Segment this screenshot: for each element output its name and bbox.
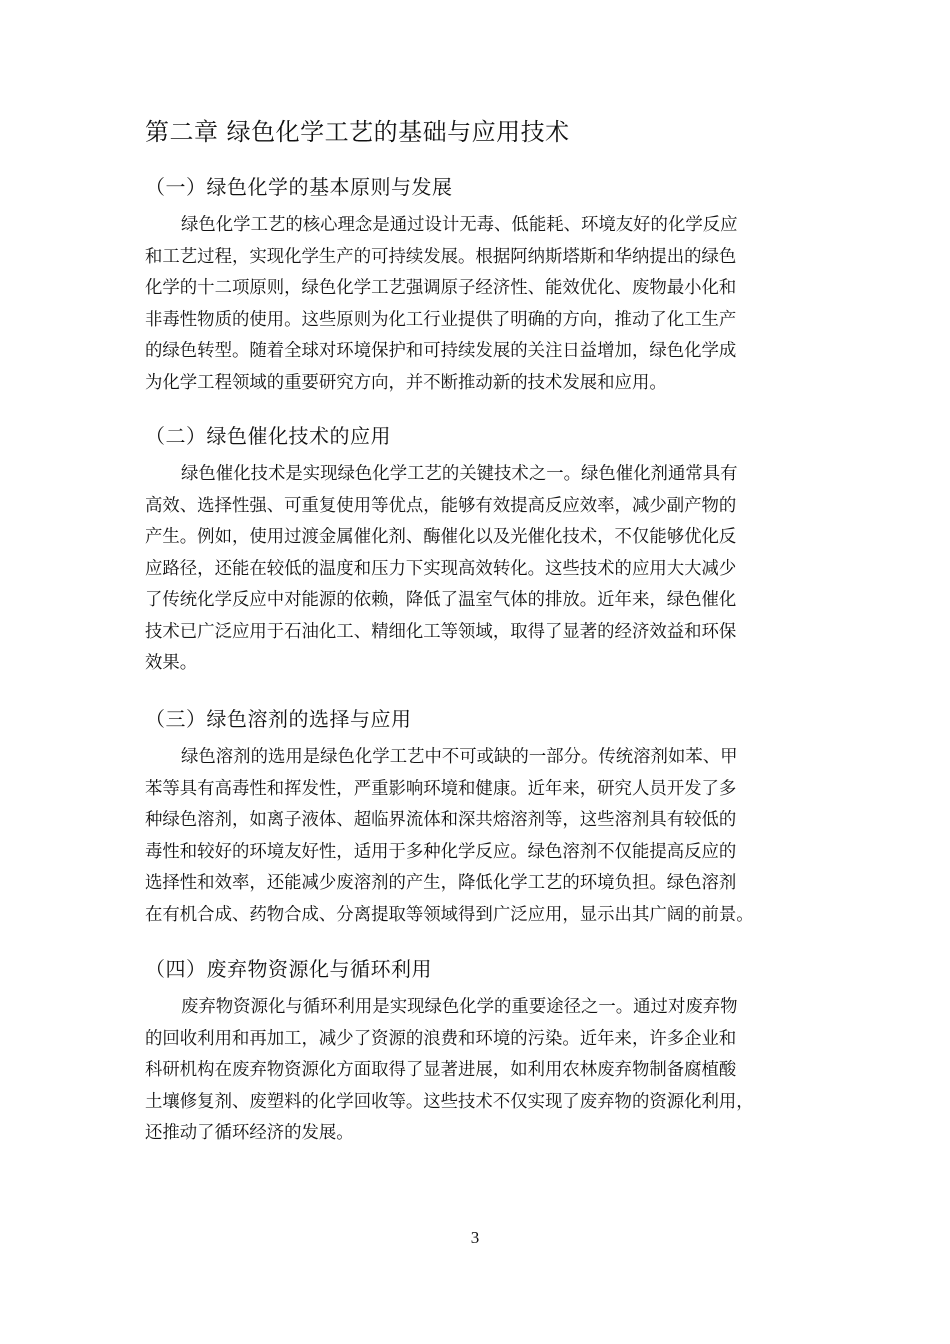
section-paragraph: 绿色溶剂的选用是绿色化学工艺中不可或缺的一部分。传统溶剂如苯、甲 苯等具有高毒性和挥发性，严重影响环境和健康。近年来，研究人员开发了多 种绿色溶剂，如离子液体、超临界流体和深共熔溶剂等，这些溶剂具有较低的 毒性和较好的环境友好性，适用于多种化学反应。绿色溶剂不仅能提高反应的 选择性和效率，还能减少废溶剂的产生，降低化学工艺的环境负担。绿色溶剂 在有机合成、药物合成、分离提取等领域得到广泛应用，显示出其广阔的前景。 [145, 747, 754, 925]
section-1 [145, 171, 810, 399]
section-heading: （一）绿色化学的基本原则与发展 [145, 175, 453, 199]
section-heading: （二）绿色催化技术的应用 [145, 424, 391, 448]
section-paragraph: 绿色催化技术是实现绿色化学工艺的关键技术之一。绿色催化剂通常具有 高效、选择性强、可重复使用等优点，能够有效提高反应效率，减少副产物的 产生。例如，使用过渡金属催化剂、酶催化以及光催化技术，不仅能够优化反 应路径，还能在较低的温度和压力下实现高效转化。这些技术的应用大大减少 了传统化学反应中对能源的依赖，降低了温室气体的排放。近年来，绿色催化 技术已广泛应用于石油化工、精细化工等领域，取得了显著的经济效益和环保 效果。 [145, 464, 738, 673]
section-3 [145, 703, 810, 931]
section-heading: （三）绿色溶剂的选择与应用 [145, 707, 412, 731]
section-2 [145, 420, 810, 680]
page-number: 3 [470, 1228, 480, 1247]
section-4 [145, 953, 810, 1150]
section-paragraph: 废弃物资源化与循环利用是实现绿色化学的重要途径之一。通过对废弃物 的回收利用和再加工，减少了资源的浪费和环境的污染。近年来，许多企业和 科研机构在废弃物资源化方面取得了显著进展，如利用农林废弃物制备腐植酸 土壤修复剂、废塑料的化学回收等。这些技术不仅实现了废弃物的资源化利用， 还推动了循环经济的发展。 [145, 997, 754, 1143]
section-paragraph: 绿色化学工艺的核心理念是通过设计无毒、低能耗、环境友好的化学反应 和工艺过程，实现化学生产的可持续发展。根据阿纳斯塔斯和华纳提出的绿色 化学的十二项原则，绿色化学工艺强调原子经济性、能效优化、废物最小化和 非毒性物质的使用。这些原则为化工行业提供了明确的方向，推动了化工生产 的绿色转型。随着全球对环境保护和可持续发展的关注日益增加，绿色化学成 为化学工程领域的重要研究方向，并不断推动新的技术发展和应用。 [145, 215, 738, 393]
chapter-title: 第二章 绿色化学工艺的基础与应用技术 [145, 118, 570, 146]
section-heading: （四）废弃物资源化与循环利用 [145, 957, 432, 981]
